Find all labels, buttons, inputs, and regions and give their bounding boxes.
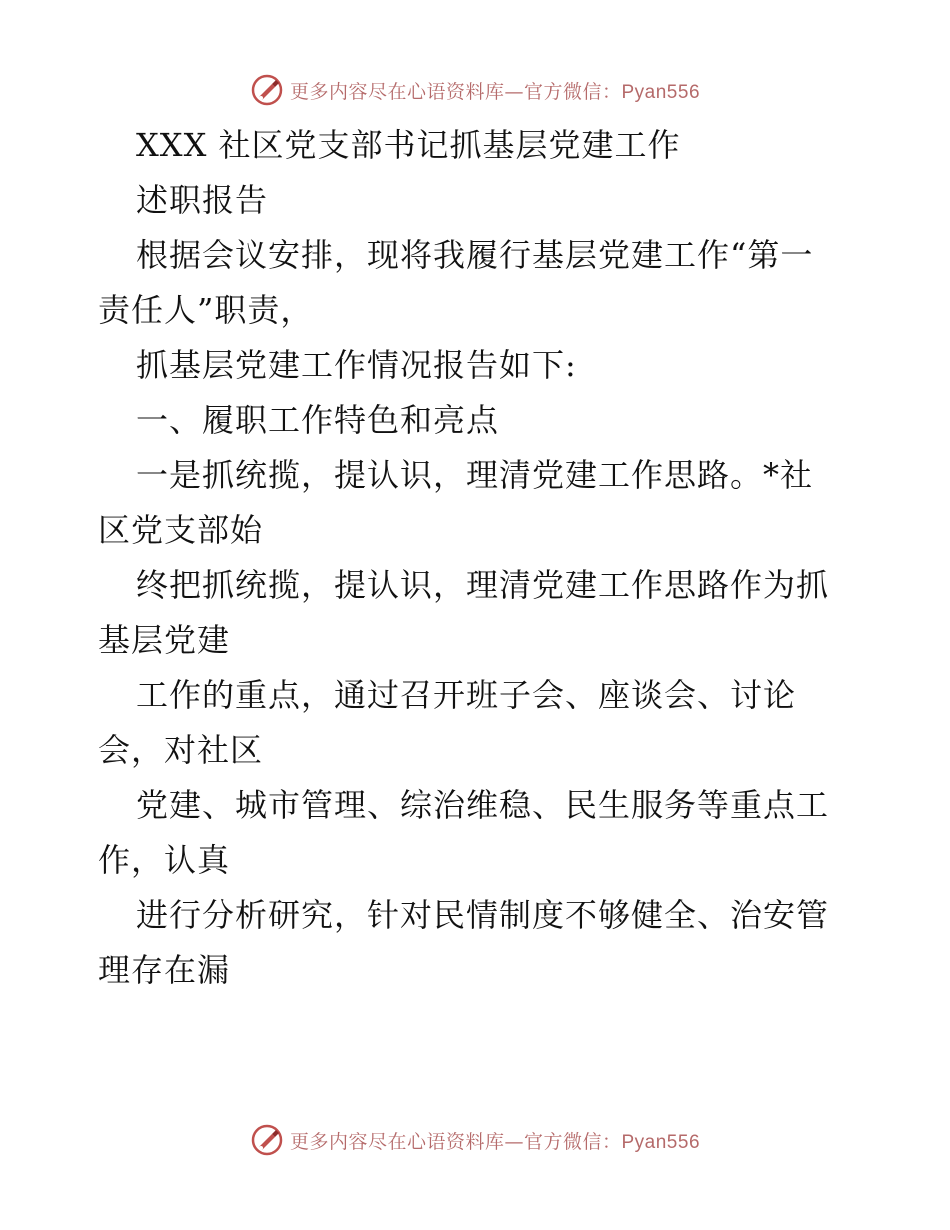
paragraph-line: 理存在漏 [98, 951, 231, 989]
pen-logo-icon [250, 73, 284, 107]
paragraph-line: 责任人”职责， [98, 291, 314, 329]
document-body [98, 118, 858, 998]
footer-watermark [0, 1120, 950, 1160]
paragraph-line: 抓基层党建工作情况报告如下: [136, 346, 577, 384]
paragraph-line: 根据会议安排，现将我履行基层党建工作“第一 [136, 236, 814, 274]
document-title-line-1: XXX 社区党支部书记抓基层党建工作 [136, 126, 681, 164]
paragraph-line: 工作的重点，通过召开班子会、座谈会、讨论 [136, 676, 797, 714]
paragraph-line: 会，对社区 [98, 731, 264, 769]
paragraph-line: 区党支部始 [98, 511, 264, 549]
section-heading: 一、履职工作特色和亮点 [136, 401, 500, 439]
paragraph-line: 基层党建 [98, 621, 231, 659]
watermark-text: 更多内容尽在心语资料库—官方微信：Pyan556 [289, 1130, 701, 1153]
paragraph-line: 进行分析研究，针对民情制度不够健全、治安管 [136, 896, 830, 934]
paragraph-line: 党建、城市管理、综治维稳、民生服务等重点工 [136, 786, 830, 824]
paragraph-line: 终把抓统揽，提认识，理清党建工作思路作为抓 [136, 566, 830, 604]
watermark-text: 更多内容尽在心语资料库—官方微信：Pyan556 [289, 80, 701, 103]
header-watermark [0, 70, 950, 110]
paragraph-line: 一是抓统揽，提认识，理清党建工作思路。*社 [136, 456, 814, 494]
document-title-line-2: 述职报告 [136, 181, 269, 219]
pen-logo-icon [250, 1123, 284, 1157]
paragraph-line: 作，认真 [98, 841, 231, 879]
